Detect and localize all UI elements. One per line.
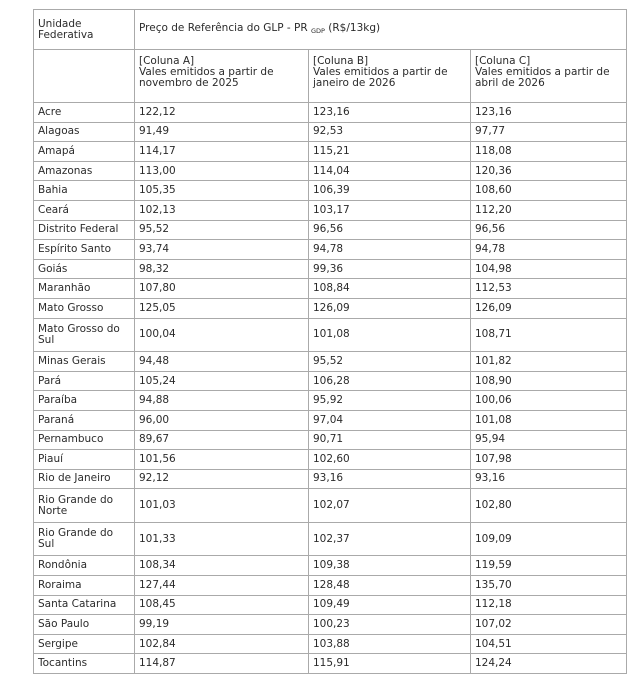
price-c-cell: 108,90 xyxy=(471,371,627,391)
price-b-cell: 123,16 xyxy=(309,103,471,123)
price-b-cell: 93,16 xyxy=(309,469,471,489)
price-b-cell: 128,48 xyxy=(309,576,471,596)
table-row xyxy=(34,298,627,318)
price-c-cell: 109,09 xyxy=(471,522,627,556)
price-b-cell: 102,60 xyxy=(309,450,471,470)
uf-cell: Mato Grosso xyxy=(34,298,135,318)
price-b-cell: 106,39 xyxy=(309,181,471,201)
table-row xyxy=(34,654,627,674)
price-c-cell: 101,82 xyxy=(471,352,627,372)
price-c-cell: 96,56 xyxy=(471,220,627,240)
price-a-cell: 105,24 xyxy=(135,371,309,391)
price-c-cell: 108,60 xyxy=(471,181,627,201)
price-a-cell: 91,49 xyxy=(135,122,309,142)
price-b-cell: 102,37 xyxy=(309,522,471,556)
col-b-desc: Vales emitidos a partir de janeiro de 2026 xyxy=(313,66,448,89)
price-c-cell: 123,16 xyxy=(471,103,627,123)
price-b-cell: 109,49 xyxy=(309,595,471,615)
table-row xyxy=(34,391,627,411)
price-b-cell: 106,28 xyxy=(309,371,471,391)
price-a-cell: 100,04 xyxy=(135,318,309,352)
price-b-cell: 114,04 xyxy=(309,161,471,181)
uf-cell: Rio Grande do Norte xyxy=(34,489,135,523)
price-c-cell: 107,98 xyxy=(471,450,627,470)
price-a-cell: 102,84 xyxy=(135,634,309,654)
table-row xyxy=(34,352,627,372)
uf-cell: Acre xyxy=(34,103,135,123)
price-c-cell: 104,51 xyxy=(471,634,627,654)
price-b-cell: 126,09 xyxy=(309,298,471,318)
price-c-cell: 95,94 xyxy=(471,430,627,450)
uf-cell: Ceará xyxy=(34,200,135,220)
table-row xyxy=(34,469,627,489)
header-empty-cell xyxy=(34,50,135,103)
price-a-cell: 101,33 xyxy=(135,522,309,556)
table-body xyxy=(34,10,627,674)
price-a-cell: 127,44 xyxy=(135,576,309,596)
price-b-cell: 115,21 xyxy=(309,142,471,162)
table-row xyxy=(34,371,627,391)
price-c-cell: 112,20 xyxy=(471,200,627,220)
col-a-desc: Vales emitidos a partir de novembro de 2025 xyxy=(139,66,274,89)
price-a-cell: 122,12 xyxy=(135,103,309,123)
price-c-cell: 119,59 xyxy=(471,556,627,576)
price-c-cell: 112,53 xyxy=(471,279,627,299)
table-row xyxy=(34,615,627,635)
uf-cell: Minas Gerais xyxy=(34,352,135,372)
price-a-cell: 114,17 xyxy=(135,142,309,162)
uf-cell: Espírito Santo xyxy=(34,240,135,260)
table-row xyxy=(34,200,627,220)
price-a-cell: 94,88 xyxy=(135,391,309,411)
table-row xyxy=(34,576,627,596)
price-b-cell: 97,04 xyxy=(309,410,471,430)
table-row xyxy=(34,430,627,450)
uf-cell: Rio de Janeiro xyxy=(34,469,135,489)
uf-cell: Pernambuco xyxy=(34,430,135,450)
header-col-a xyxy=(135,50,309,103)
table-row xyxy=(34,122,627,142)
price-c-cell: 124,24 xyxy=(471,654,627,674)
price-b-cell: 92,53 xyxy=(309,122,471,142)
price-c-cell: 93,16 xyxy=(471,469,627,489)
table-row xyxy=(34,259,627,279)
table-row xyxy=(34,522,627,556)
price-b-cell: 115,91 xyxy=(309,654,471,674)
price-b-cell: 99,36 xyxy=(309,259,471,279)
price-a-cell: 95,52 xyxy=(135,220,309,240)
table-row xyxy=(34,410,627,430)
uf-cell: São Paulo xyxy=(34,615,135,635)
price-a-cell: 96,00 xyxy=(135,410,309,430)
price-b-cell: 94,78 xyxy=(309,240,471,260)
col-c-desc: Vales emitidos a partir de abril de 2026 xyxy=(475,66,610,89)
table-row xyxy=(34,489,627,523)
header-title-cell xyxy=(135,10,627,50)
header-uf-cell: Unidade Federativa xyxy=(34,10,135,50)
table-row xyxy=(34,450,627,470)
price-a-cell: 101,03 xyxy=(135,489,309,523)
uf-cell: Roraima xyxy=(34,576,135,596)
price-b-cell: 101,08 xyxy=(309,318,471,352)
header-title-prefix: Preço de Referência do GLP - PR xyxy=(139,21,308,34)
col-c-label: [Coluna C] xyxy=(475,55,531,67)
price-c-cell: 94,78 xyxy=(471,240,627,260)
price-a-cell: 125,05 xyxy=(135,298,309,318)
price-b-cell: 109,38 xyxy=(309,556,471,576)
price-c-cell: 120,36 xyxy=(471,161,627,181)
price-a-cell: 92,12 xyxy=(135,469,309,489)
uf-cell: Distrito Federal xyxy=(34,220,135,240)
price-a-cell: 101,56 xyxy=(135,450,309,470)
price-a-cell: 102,13 xyxy=(135,200,309,220)
price-a-cell: 98,32 xyxy=(135,259,309,279)
header-title-suffix: (R$/13kg) xyxy=(324,21,381,34)
table-row xyxy=(34,220,627,240)
price-b-cell: 95,92 xyxy=(309,391,471,411)
uf-cell: Tocantins xyxy=(34,654,135,674)
uf-cell: Paraná xyxy=(34,410,135,430)
price-a-cell: 89,67 xyxy=(135,430,309,450)
table-row xyxy=(34,142,627,162)
price-a-cell: 99,19 xyxy=(135,615,309,635)
price-c-cell: 97,77 xyxy=(471,122,627,142)
price-c-cell: 112,18 xyxy=(471,595,627,615)
header-row-columns xyxy=(34,50,627,103)
table-row xyxy=(34,556,627,576)
price-a-cell: 105,35 xyxy=(135,181,309,201)
price-b-cell: 95,52 xyxy=(309,352,471,372)
price-b-cell: 108,84 xyxy=(309,279,471,299)
price-b-cell: 90,71 xyxy=(309,430,471,450)
price-c-cell: 126,09 xyxy=(471,298,627,318)
price-b-cell: 96,56 xyxy=(309,220,471,240)
col-b-label: [Coluna B] xyxy=(313,55,369,67)
price-a-cell: 108,34 xyxy=(135,556,309,576)
uf-cell: Piauí xyxy=(34,450,135,470)
price-a-cell: 94,48 xyxy=(135,352,309,372)
uf-cell: Bahia xyxy=(34,181,135,201)
price-a-cell: 93,74 xyxy=(135,240,309,260)
uf-cell: Amazonas xyxy=(34,161,135,181)
glp-price-table xyxy=(33,9,627,674)
uf-cell: Rondônia xyxy=(34,556,135,576)
price-c-cell: 100,06 xyxy=(471,391,627,411)
uf-cell: Santa Catarina xyxy=(34,595,135,615)
price-c-cell: 104,98 xyxy=(471,259,627,279)
table-row xyxy=(34,279,627,299)
uf-cell: Paraíba xyxy=(34,391,135,411)
table-row xyxy=(34,181,627,201)
table-row xyxy=(34,103,627,123)
price-c-cell: 135,70 xyxy=(471,576,627,596)
table-row xyxy=(34,161,627,181)
table-row xyxy=(34,595,627,615)
uf-cell: Goiás xyxy=(34,259,135,279)
price-b-cell: 102,07 xyxy=(309,489,471,523)
price-c-cell: 118,08 xyxy=(471,142,627,162)
uf-cell: Alagoas xyxy=(34,122,135,142)
uf-cell: Mato Grosso do Sul xyxy=(34,318,135,352)
uf-cell: Sergipe xyxy=(34,634,135,654)
header-col-b xyxy=(309,50,471,103)
uf-cell: Pará xyxy=(34,371,135,391)
price-c-cell: 108,71 xyxy=(471,318,627,352)
col-a-label: [Coluna A] xyxy=(139,55,195,67)
price-a-cell: 107,80 xyxy=(135,279,309,299)
price-c-cell: 102,80 xyxy=(471,489,627,523)
table-row xyxy=(34,318,627,352)
price-b-cell: 100,23 xyxy=(309,615,471,635)
uf-cell: Rio Grande do Sul xyxy=(34,522,135,556)
uf-cell: Amapá xyxy=(34,142,135,162)
table-row xyxy=(34,240,627,260)
price-c-cell: 101,08 xyxy=(471,410,627,430)
header-col-c xyxy=(471,50,627,103)
price-b-cell: 103,17 xyxy=(309,200,471,220)
price-a-cell: 113,00 xyxy=(135,161,309,181)
header-title-sub: GDP xyxy=(310,26,325,35)
header-row-title xyxy=(34,10,627,50)
uf-cell: Maranhão xyxy=(34,279,135,299)
price-a-cell: 108,45 xyxy=(135,595,309,615)
price-b-cell: 103,88 xyxy=(309,634,471,654)
price-c-cell: 107,02 xyxy=(471,615,627,635)
price-a-cell: 114,87 xyxy=(135,654,309,674)
table-row xyxy=(34,634,627,654)
